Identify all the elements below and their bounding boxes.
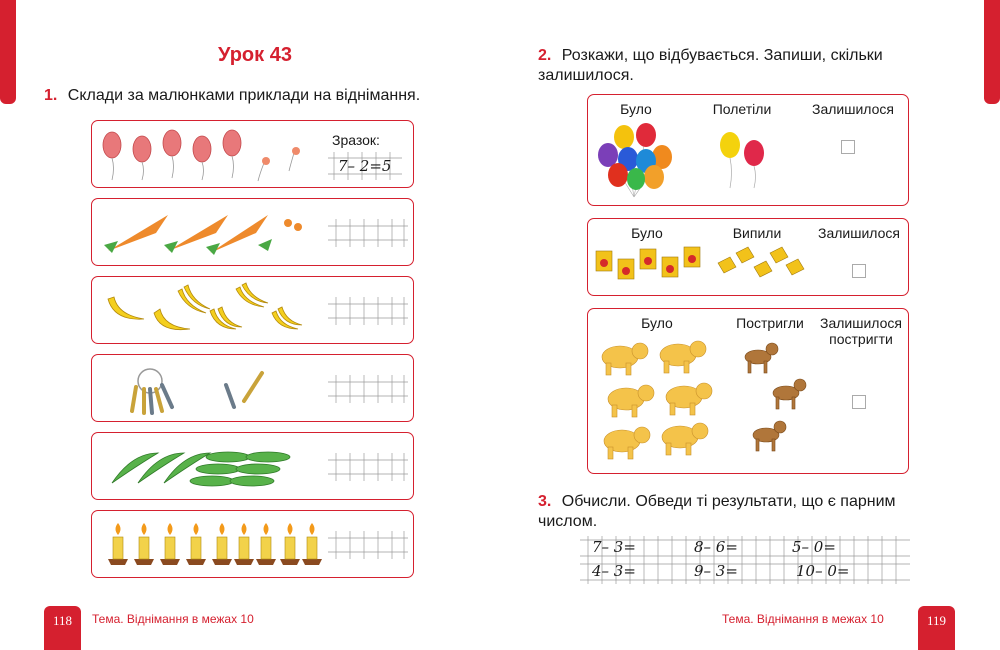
box2-col1-label: Було [631, 225, 663, 241]
expr-r2-c2: 9– 3= [694, 562, 738, 580]
footer-theme-left: Тема. Віднімання в межах 10 [92, 612, 254, 626]
flying-balloons-icon [718, 131, 768, 191]
task1-text: Склади за малюнками приклади на віднімання. [67, 87, 421, 104]
task3-heading [538, 492, 956, 532]
box3-col3-label-line2: постригти [829, 331, 893, 347]
expr-r2-c1: 4– 3= [592, 562, 636, 580]
box3-col3-label-line1: Залишилося [820, 315, 902, 331]
right-edge-tab [984, 0, 1000, 104]
answer-grid-5 [328, 453, 408, 481]
task1-row-peas [91, 432, 414, 500]
juice-boxes-icon [592, 243, 712, 283]
answer-grid-4 [328, 375, 408, 403]
answer-grid-2 [328, 219, 408, 247]
balloons-and-flowers-icon [96, 123, 316, 185]
expr-r2-c3: 10– 0= [796, 562, 850, 580]
expr-r1-c2: 8– 6= [694, 538, 738, 556]
expr-r1-c1: 7– 3= [592, 538, 636, 556]
task1-row-keys [91, 354, 414, 422]
keys-icon [122, 361, 282, 417]
expr-r1-c3: 5– 0= [792, 538, 836, 556]
page-number-right: 119 [918, 606, 955, 650]
fluffy-dogs-icon [598, 339, 728, 463]
task1-row-balloons [91, 120, 414, 188]
footer-theme-right: Тема. Віднімання в межах 10 [722, 612, 884, 626]
carrots-icon [98, 205, 318, 261]
box2-col3-label: Залишилося [818, 225, 900, 241]
task2-box-dogs [587, 308, 909, 474]
box3-answer-checkbox[interactable] [852, 395, 866, 409]
lesson-title: Урок 43 [218, 44, 292, 66]
task2-box-juice [587, 218, 909, 296]
task1-number: 1. [44, 87, 58, 104]
task1-heading [44, 86, 474, 106]
box2-answer-checkbox[interactable] [852, 264, 866, 278]
task1-row-carrots [91, 198, 414, 266]
box3-col1-label: Було [641, 315, 673, 331]
task3-text: Обчисли. Обведи ті результати, що є парним числом. [538, 493, 896, 530]
box1-col1-label: Було [620, 101, 652, 117]
task2-heading [538, 46, 956, 86]
task2-text: Розкажи, що відбувається. Запиши, скільки залишилося. [538, 47, 883, 84]
box1-col3-label: Залишилося [812, 101, 894, 117]
crushed-juice-boxes-icon [714, 245, 810, 283]
sample-label: Зразок: [332, 132, 380, 148]
balloon-bunch-icon [594, 121, 682, 203]
task1-row-bananas [91, 276, 414, 344]
box1-col2-label: Полетіли [712, 101, 772, 117]
box2-col2-label: Випили [732, 225, 782, 241]
task3-number: 3. [538, 493, 552, 510]
bananas-icon [100, 281, 310, 341]
page-number-left: 118 [44, 606, 81, 650]
task1-row-candles [91, 510, 414, 578]
task2-number: 2. [538, 47, 552, 64]
box1-answer-checkbox[interactable] [841, 140, 855, 154]
task2-box-balloons [587, 94, 909, 206]
answer-grid-6 [328, 531, 408, 559]
box3-col2-label: Постригли [736, 315, 804, 331]
sample-example: 7– 2=5 [338, 157, 392, 175]
pea-pods-icon [108, 443, 308, 491]
answer-grid-3 [328, 297, 408, 325]
trimmed-dogs-icon [740, 339, 820, 463]
candles-icon [104, 519, 324, 571]
left-edge-tab [0, 0, 16, 104]
